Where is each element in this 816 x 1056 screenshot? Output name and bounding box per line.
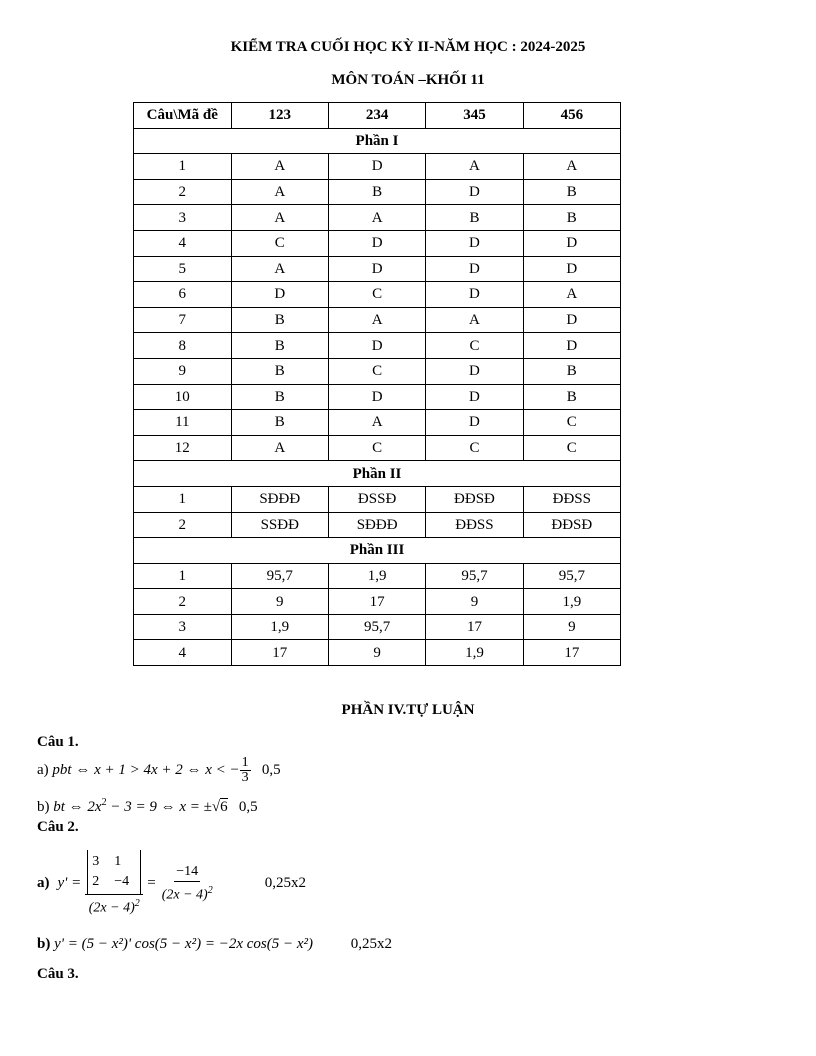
answer-cell: D — [426, 410, 523, 436]
answer-cell: B — [328, 179, 425, 205]
question-number: 6 — [134, 282, 232, 308]
table-row — [134, 512, 621, 538]
answer-cell: D — [426, 358, 523, 384]
answer-table — [133, 102, 621, 666]
answer-cell: B — [231, 384, 328, 410]
table-row — [134, 179, 621, 205]
answer-cell: D — [426, 230, 523, 256]
table-row — [134, 563, 621, 589]
cau2-b-expr: y' = (5 − x²)' cos(5 − x²) = −2x cos(5 − x²) — [54, 936, 313, 952]
cau2-a-score: 0,25x2 — [264, 875, 306, 892]
answer-cell: B — [523, 205, 620, 231]
cau1-b-expr2: − 3 = 9 ⇔ x = ±√ — [106, 799, 221, 815]
answer-cell: ĐĐSĐ — [426, 486, 523, 512]
answer-cell: C — [328, 435, 425, 461]
answer-cell: ĐĐSS — [523, 486, 620, 512]
section-title: Phần III — [134, 538, 621, 564]
answer-cell: SĐĐĐ — [328, 512, 425, 538]
answer-cell: A — [328, 307, 425, 333]
answer-cell: 17 — [328, 589, 425, 615]
table-row — [134, 384, 621, 410]
table-row — [134, 589, 621, 615]
radicand: 6 — [220, 799, 228, 815]
answer-cell: C — [328, 282, 425, 308]
table-row — [134, 307, 621, 333]
answer-cell: A — [523, 282, 620, 308]
answer-cell: SĐĐĐ — [231, 486, 328, 512]
answer-cell: B — [523, 384, 620, 410]
answer-cell: 17 — [426, 614, 523, 640]
answer-cell: 95,7 — [231, 563, 328, 589]
answer-cell: A — [426, 307, 523, 333]
answer-cell: D — [328, 154, 425, 180]
section-title: Phần I — [134, 128, 621, 154]
answer-cell: A — [231, 205, 328, 231]
answer-cell: 9 — [523, 614, 620, 640]
section-title: Phần II — [134, 461, 621, 487]
answer-cell: A — [328, 410, 425, 436]
question-number: 11 — [134, 410, 232, 436]
answer-cell: C — [328, 358, 425, 384]
question-number: 1 — [134, 563, 232, 589]
answer-cell: D — [523, 333, 620, 359]
question-number: 8 — [134, 333, 232, 359]
table-row — [134, 486, 621, 512]
cau2-label: Câu 2. — [37, 819, 79, 835]
table-body — [134, 128, 621, 665]
answer-cell: ĐĐSĐ — [523, 512, 620, 538]
answer-cell: C — [523, 410, 620, 436]
answer-cell: A — [426, 154, 523, 180]
answer-cell: D — [328, 230, 425, 256]
determinant: 3 1 2 −4 — [87, 850, 141, 894]
table-row — [134, 205, 621, 231]
question-number: 12 — [134, 435, 232, 461]
cau1-a-score: 0,5 — [261, 761, 281, 778]
cau2-b-score: 0,25x2 — [350, 936, 392, 952]
answer-cell: D — [231, 282, 328, 308]
question-number: 7 — [134, 307, 232, 333]
answer-cell: B — [523, 358, 620, 384]
code-header: 123 — [231, 103, 328, 129]
cau1-b-score: 0,5 — [238, 799, 258, 815]
table-row — [134, 154, 621, 180]
section-row — [134, 538, 621, 564]
table-row — [134, 333, 621, 359]
table-row — [134, 358, 621, 384]
answer-cell: 9 — [426, 589, 523, 615]
answer-cell: D — [328, 333, 425, 359]
cau1-a-expr: pbt ⇔ x + 1 > 4x + 2 ⇔ x < − — [52, 761, 240, 778]
section-row — [134, 128, 621, 154]
answer-cell: D — [426, 256, 523, 282]
table-row — [134, 410, 621, 436]
answer-cell: D — [523, 256, 620, 282]
question-number: 10 — [134, 384, 232, 410]
answer-cell: C — [426, 333, 523, 359]
question-number: 2 — [134, 589, 232, 615]
answer-cell: A — [328, 205, 425, 231]
answer-cell: D — [426, 282, 523, 308]
table-row — [134, 256, 621, 282]
fraction-result: $\frac{-14}{(2x - 4)^2}$ — [161, 864, 213, 903]
table-header-row — [134, 103, 621, 129]
exam-subtitle: MÔN TOÁN –KHỐI 11 — [331, 72, 485, 88]
table-row — [134, 614, 621, 640]
question-number: 4 — [134, 230, 232, 256]
y-prime: y' = — [57, 875, 82, 892]
fraction-det: 3 1 2 −4 $(2x - 4)^2$ — [85, 850, 143, 918]
answer-cell: 9 — [231, 589, 328, 615]
cau1-label: Câu 1. — [37, 734, 79, 750]
question-number: 2 — [134, 179, 232, 205]
cau1-a — [37, 756, 281, 785]
corner-header: Câu\Mã đề — [134, 103, 232, 129]
cau1-a-prefix: a) — [37, 761, 49, 778]
cau2-a: a) y' = 3 1 2 −4 $(2x - 4)^2$ = $\frac{-14}{(2x - 4)^2}$ 0,25x2 — [37, 850, 306, 918]
answer-cell: A — [231, 435, 328, 461]
cau2-b — [37, 936, 392, 953]
table-row — [134, 230, 621, 256]
answer-cell: B — [523, 179, 620, 205]
answer-cell: A — [523, 154, 620, 180]
answer-cell: 17 — [231, 640, 328, 666]
answer-cell: D — [328, 384, 425, 410]
cau1-b-prefix: b) — [37, 799, 50, 815]
answer-cell: C — [231, 230, 328, 256]
question-number: 3 — [134, 614, 232, 640]
answer-cell: B — [426, 205, 523, 231]
answer-cell: D — [426, 384, 523, 410]
part4-title: PHẦN IV.TỰ LUẬN — [341, 702, 475, 718]
answer-cell: B — [231, 410, 328, 436]
answer-cell: C — [426, 435, 523, 461]
answer-cell: B — [231, 333, 328, 359]
cau1-b-expr: bt ⇔ 2x — [53, 799, 102, 815]
section-row — [134, 461, 621, 487]
question-number: 4 — [134, 640, 232, 666]
question-number: 3 — [134, 205, 232, 231]
answer-cell: 95,7 — [426, 563, 523, 589]
table-row — [134, 640, 621, 666]
answer-cell: ĐĐSS — [426, 512, 523, 538]
cau3-label: Câu 3. — [37, 966, 79, 982]
answer-cell: D — [426, 179, 523, 205]
answer-cell: ĐSSĐ — [328, 486, 425, 512]
cau1-b: b) bt ⇔ $2x^2 - 3 = 9$ ⇔ x = ±√6 0,5 — [37, 797, 258, 815]
answer-cell: 9 — [328, 640, 425, 666]
cau2-b-prefix: b) — [37, 936, 51, 952]
answer-cell: D — [523, 307, 620, 333]
answer-cell: 1,9 — [523, 589, 620, 615]
table-row — [134, 435, 621, 461]
question-number: 2 — [134, 512, 232, 538]
answer-cell: A — [231, 256, 328, 282]
code-header: 234 — [328, 103, 425, 129]
answer-cell: 1,9 — [231, 614, 328, 640]
answer-cell: D — [328, 256, 425, 282]
answer-cell: D — [523, 230, 620, 256]
cau2-a-prefix: a) — [37, 875, 50, 892]
answer-cell: C — [523, 435, 620, 461]
answer-cell: 95,7 — [523, 563, 620, 589]
question-number: 1 — [134, 154, 232, 180]
question-number: 9 — [134, 358, 232, 384]
question-number: 1 — [134, 486, 232, 512]
answer-cell: 1,9 — [328, 563, 425, 589]
exam-title: KIỂM TRA CUỐI HỌC KỲ II-NĂM HỌC : 2024-2025 — [230, 39, 586, 55]
code-header: 456 — [523, 103, 620, 129]
table-row — [134, 282, 621, 308]
answer-cell: A — [231, 154, 328, 180]
answer-cell: B — [231, 307, 328, 333]
answer-cell: A — [231, 179, 328, 205]
fraction: $\frac{1}{3}$ — [241, 755, 249, 785]
answer-cell: 17 — [523, 640, 620, 666]
answer-cell: B — [231, 358, 328, 384]
answer-cell: 95,7 — [328, 614, 425, 640]
question-number: 5 — [134, 256, 232, 282]
answer-cell: SSĐĐ — [231, 512, 328, 538]
code-header: 345 — [426, 103, 523, 129]
answer-cell: 1,9 — [426, 640, 523, 666]
